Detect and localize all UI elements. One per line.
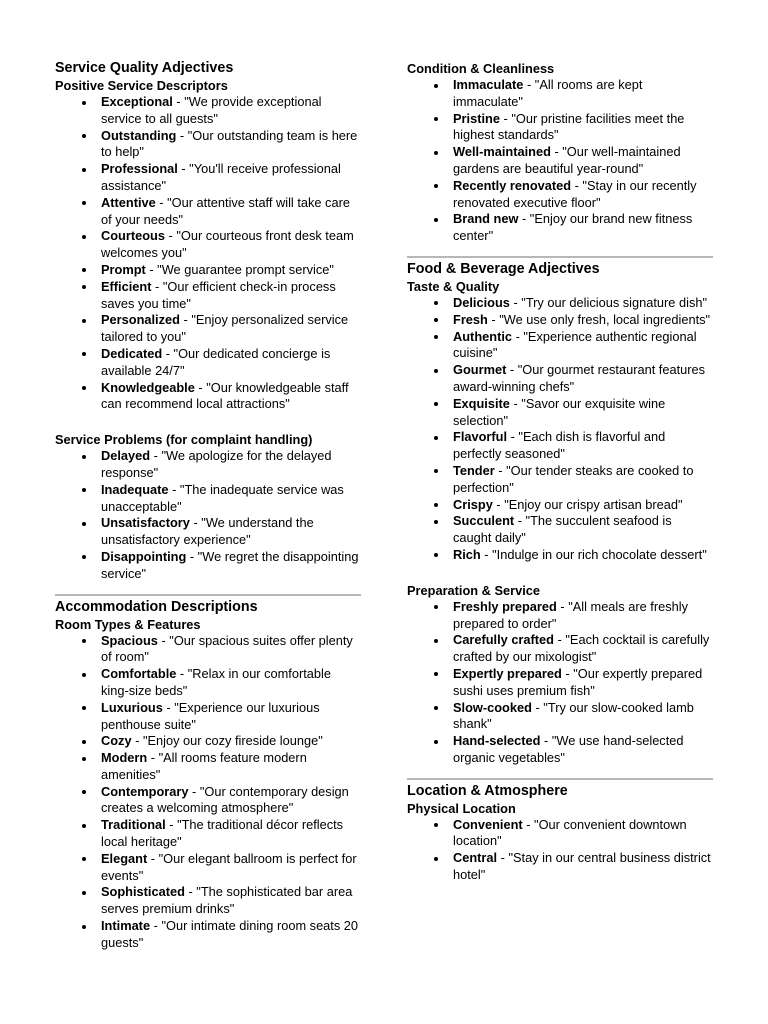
list-item <box>453 850 713 884</box>
list-item <box>453 295 713 312</box>
item-term: Sophisticated <box>101 884 185 900</box>
subheading-physical-location: Physical Location <box>407 800 516 816</box>
list-item <box>101 346 361 380</box>
taste-quality-list <box>407 295 713 564</box>
list-item <box>453 77 713 111</box>
item-example: - "We provide exceptional service to all guests" <box>101 94 322 126</box>
left-column <box>55 60 361 952</box>
item-term: Central <box>453 850 498 866</box>
item-term: Flavorful <box>453 429 508 445</box>
subheading-preparation-service: Preparation & Service <box>407 582 541 598</box>
list-item <box>101 700 361 734</box>
item-example: - "We understand the unsatisfactory experience" <box>101 515 314 548</box>
item-example: - "Savor our exquisite wine selection" <box>453 395 666 428</box>
item-example: - "Enjoy personalized service tailored to you" <box>101 312 349 345</box>
condition-list <box>407 77 713 245</box>
item-term: Dedicated <box>101 345 163 361</box>
item-example: - "Relax in our comfortable king-size beds" <box>101 666 331 698</box>
list-item <box>101 448 361 482</box>
item-example: - "Stay in our recently renovated executive floor" <box>453 177 697 210</box>
list-item <box>101 94 361 128</box>
item-example: - "Enjoy our crispy artisan bread" <box>492 496 683 512</box>
item-example: - "We use hand-selected organic vegetables" <box>453 733 684 765</box>
list-item <box>453 312 713 329</box>
item-example: - "The succulent seafood is caught daily" <box>453 513 672 546</box>
item-term: Luxurious <box>101 699 163 715</box>
positive-service-list <box>55 94 361 413</box>
item-example: - "Stay in our central business district hotel" <box>453 850 711 883</box>
list-item <box>101 750 361 784</box>
item-term: Cozy <box>101 733 132 749</box>
item-term: Crispy <box>453 496 493 512</box>
list-item <box>101 262 361 279</box>
item-example: - "Enjoy our cozy fireside lounge" <box>131 733 323 749</box>
item-example: - "All rooms feature modern amenities" <box>101 750 307 782</box>
list-item <box>453 632 713 666</box>
item-term: Convenient <box>453 816 523 832</box>
item-term: Hand-selected <box>453 733 541 749</box>
item-term: Personalized <box>101 312 180 328</box>
section-title-accommodation: Accommodation Descriptions <box>55 598 258 615</box>
item-term: Intimate <box>101 918 151 934</box>
item-term: Freshly prepared <box>453 598 557 614</box>
item-example: - "Try our delicious signature dish" <box>509 294 707 310</box>
preparation-list <box>407 599 713 767</box>
item-term: Knowledgeable <box>101 379 195 395</box>
item-example: - "Our courteous front desk team welcomes you" <box>101 228 354 261</box>
list-item <box>453 666 713 700</box>
item-example: - "The traditional décor reflects local heritage" <box>101 817 344 850</box>
item-example: - "The sophisticated bar area serves premium drinks" <box>101 884 353 917</box>
item-example: - "Our convenient downtown location" <box>453 816 687 849</box>
item-example: - "You'll receive professional assistance" <box>101 161 341 193</box>
section-divider <box>55 594 361 596</box>
list-item <box>101 515 361 549</box>
item-example: - "Experience authentic regional cuisine" <box>453 328 697 361</box>
item-example: - "Our expertly prepared sushi uses premium fish" <box>453 665 703 698</box>
list-item <box>101 549 361 583</box>
room-types-list <box>55 633 361 952</box>
item-example: - "Our efficient check-in process saves you time" <box>101 278 336 311</box>
item-term: Carefully crafted <box>453 632 554 648</box>
subheading-service-problems: Service Problems (for complaint handling) <box>55 432 313 448</box>
section-title-food-beverage: Food & Beverage Adjectives <box>407 260 600 277</box>
item-term: Exceptional <box>101 94 173 109</box>
service-problems-list <box>55 448 361 582</box>
list-item <box>101 128 361 162</box>
item-example: - "Our elegant ballroom is perfect for events" <box>101 850 357 883</box>
list-item <box>453 396 713 430</box>
list-item <box>453 700 713 734</box>
list-item <box>101 161 361 195</box>
item-term: Delayed <box>101 448 151 464</box>
item-term: Disappointing <box>101 548 187 564</box>
subheading-condition-cleanliness: Condition & Cleanliness <box>407 61 555 76</box>
section-divider <box>407 778 713 780</box>
item-term: Outstanding <box>101 127 177 143</box>
item-example: - "Indulge in our rich chocolate dessert" <box>480 546 707 562</box>
list-item <box>101 312 361 346</box>
item-term: Inadequate <box>101 481 169 497</box>
item-term: Comfortable <box>101 666 177 682</box>
item-term: Succulent <box>453 513 515 529</box>
list-item <box>101 228 361 262</box>
item-term: Exquisite <box>453 395 510 411</box>
item-example: - "Experience our luxurious penthouse suite" <box>101 699 320 732</box>
list-item <box>453 144 713 178</box>
item-term: Unsatisfactory <box>101 515 190 531</box>
item-example: - "Our spacious suites offer plenty of room" <box>101 632 353 665</box>
list-item <box>101 733 361 750</box>
list-item <box>101 918 361 952</box>
list-item <box>101 195 361 229</box>
list-item <box>453 733 713 767</box>
item-example: - "Our intimate dining room seats 20 guests" <box>101 918 359 950</box>
item-example: - "Our gourmet restaurant features award-winning chefs" <box>453 362 706 394</box>
item-example: - "Our contemporary design creates a welcoming atmosphere" <box>101 783 349 816</box>
item-term: Recently renovated <box>453 177 572 193</box>
subheading-positive-service: Positive Service Descriptors <box>55 78 228 93</box>
item-term: Contemporary <box>101 783 189 799</box>
list-item <box>453 111 713 145</box>
item-example: - "We regret the disappointing service" <box>101 548 359 581</box>
item-term: Authentic <box>453 328 513 344</box>
list-item <box>101 666 361 700</box>
list-item <box>101 279 361 313</box>
list-item <box>453 817 713 851</box>
item-term: Attentive <box>101 194 156 210</box>
item-term: Gourmet <box>453 362 507 378</box>
list-item <box>101 633 361 667</box>
section-title-service-quality: Service Quality Adjectives <box>55 60 234 76</box>
item-term: Modern <box>101 750 148 766</box>
item-example: - "Our well-maintained gardens are beautiful year-round" <box>453 144 681 176</box>
item-term: Tender <box>453 462 495 478</box>
item-term: Prompt <box>101 261 146 277</box>
list-item <box>101 884 361 918</box>
list-item <box>453 362 713 396</box>
list-item <box>453 329 713 363</box>
item-example: - "Our dedicated concierge is available 24/7" <box>101 345 331 378</box>
item-example: - "Our outstanding team is here to help" <box>101 127 358 160</box>
item-example: - "All meals are freshly prepared to order" <box>453 598 688 631</box>
item-term: Delicious <box>453 294 510 310</box>
item-term: Traditional <box>101 817 166 833</box>
item-example: - "We apologize for the delayed response" <box>101 448 332 480</box>
subheading-taste-quality: Taste & Quality <box>407 278 500 294</box>
item-example: - "We use only fresh, local ingredients" <box>487 311 711 327</box>
item-example: - "The inadequate service was unacceptable" <box>101 481 344 514</box>
list-item <box>101 784 361 818</box>
item-term: Expertly prepared <box>453 665 562 681</box>
item-example: - "We guarantee prompt service" <box>145 261 334 277</box>
list-item <box>101 817 361 851</box>
item-example: - "Each dish is flavorful and perfectly seasoned" <box>453 429 666 462</box>
subheading-room-types: Room Types & Features <box>55 616 201 632</box>
item-term: Elegant <box>101 850 148 866</box>
right-column <box>407 60 713 884</box>
list-item <box>101 380 361 414</box>
list-item <box>453 497 713 514</box>
list-item <box>453 599 713 633</box>
item-example: - "Try our slow-cooked lamb shank" <box>453 699 694 732</box>
item-example: - "All rooms are kept immaculate" <box>453 77 643 109</box>
item-term: Pristine <box>453 110 500 126</box>
item-term: Rich <box>453 546 481 562</box>
list-item <box>453 547 713 564</box>
item-term: Efficient <box>101 278 152 294</box>
list-item <box>453 178 713 212</box>
item-term: Spacious <box>101 632 158 648</box>
item-term: Well-maintained <box>453 144 551 160</box>
item-term: Fresh <box>453 311 488 327</box>
item-example: - "Each cocktail is carefully crafted by our mixologist" <box>453 632 710 665</box>
list-item <box>453 463 713 497</box>
section-title-location: Location & Atmosphere <box>407 782 568 799</box>
item-term: Courteous <box>101 228 165 244</box>
item-example: - "Our knowledgeable staff can recommend local attractions" <box>101 379 349 412</box>
list-item <box>453 429 713 463</box>
item-example: - "Enjoy our brand new fitness center" <box>453 211 693 244</box>
physical-location-list <box>407 817 713 884</box>
item-term: Professional <box>101 161 178 177</box>
item-term: Brand new <box>453 211 519 227</box>
list-item <box>101 851 361 885</box>
item-term: Immaculate <box>453 77 524 92</box>
section-divider <box>407 256 713 258</box>
item-example: - "Our tender steaks are cooked to perfection" <box>453 462 694 495</box>
item-example: - "Our pristine facilities meet the highest standards" <box>453 110 685 143</box>
list-item <box>453 513 713 547</box>
list-item <box>101 482 361 516</box>
list-item <box>453 211 713 245</box>
item-example: - "Our attentive staff will take care of your needs" <box>101 194 350 227</box>
item-term: Slow-cooked <box>453 699 532 715</box>
